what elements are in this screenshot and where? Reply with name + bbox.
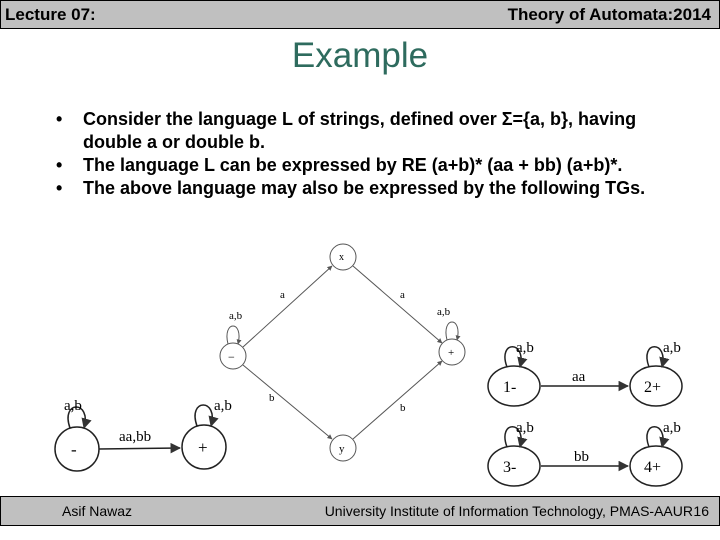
self-loop xyxy=(446,322,458,340)
state-label: + xyxy=(448,347,455,359)
footer-bar xyxy=(0,496,720,526)
edge xyxy=(99,448,180,449)
state-label: 3- xyxy=(503,459,517,476)
bullet-text: Consider the language L of strings, defined over Σ={a, b}, having double a or double b. xyxy=(83,109,637,152)
state-start xyxy=(55,427,99,471)
state-label: - xyxy=(71,440,77,459)
bullet-dot-icon: • xyxy=(56,178,63,198)
edge xyxy=(353,266,442,343)
self-loop xyxy=(647,347,663,367)
self-loop xyxy=(647,427,663,447)
edge xyxy=(353,361,442,439)
slide-title: Example xyxy=(291,36,429,75)
state-label: 4+ xyxy=(644,459,662,476)
bullet-text: The above language may also be expressed by the following TGs. xyxy=(83,178,646,198)
loop-label: a,b xyxy=(437,306,451,318)
self-loop xyxy=(227,326,239,344)
self-loop xyxy=(195,405,212,426)
loop-label: a,b xyxy=(64,398,82,414)
tg-center xyxy=(220,244,465,461)
edge-label: a xyxy=(400,289,405,301)
edge-label: b xyxy=(269,392,275,404)
tg-right-bottom xyxy=(488,420,682,486)
tg-right-top xyxy=(488,340,682,406)
institute-name: University Institute of Information Technology, PMAS-AAUR xyxy=(324,503,693,519)
edge-label: aa,bb xyxy=(119,429,152,445)
tg-left xyxy=(55,398,232,471)
edge xyxy=(243,266,332,347)
edge-label: aa xyxy=(572,369,586,385)
author-name: Asif Nawaz xyxy=(62,503,133,519)
edge-label: bb xyxy=(574,449,589,465)
loop-label: a,b xyxy=(516,420,534,436)
bullet-dot-icon: • xyxy=(56,155,63,175)
state-label: 2+ xyxy=(644,379,662,396)
lecture-label: Lecture 07: xyxy=(5,5,96,24)
state-label: + xyxy=(198,438,208,457)
page-number: 16 xyxy=(693,503,709,519)
state-label: − xyxy=(228,350,235,364)
course-title: Theory of Automata:2014 xyxy=(507,5,711,24)
state-label: 1- xyxy=(503,379,517,396)
state-label: x xyxy=(339,252,344,263)
loop-label: a,b xyxy=(663,340,681,356)
edge xyxy=(243,365,332,439)
loop-label: a,b xyxy=(516,340,534,356)
bullet-text: The language L can be expressed by RE (a+b)* (aa + bb) (a+b)*. xyxy=(83,155,623,175)
loop-label: a,b xyxy=(229,310,243,322)
edge-label: b xyxy=(400,402,406,414)
state-label: y xyxy=(339,443,345,455)
bullet-dot-icon: • xyxy=(56,109,63,129)
loop-label: a,b xyxy=(663,420,681,436)
edge-label: a xyxy=(280,289,285,301)
loop-label: a,b xyxy=(214,398,232,414)
